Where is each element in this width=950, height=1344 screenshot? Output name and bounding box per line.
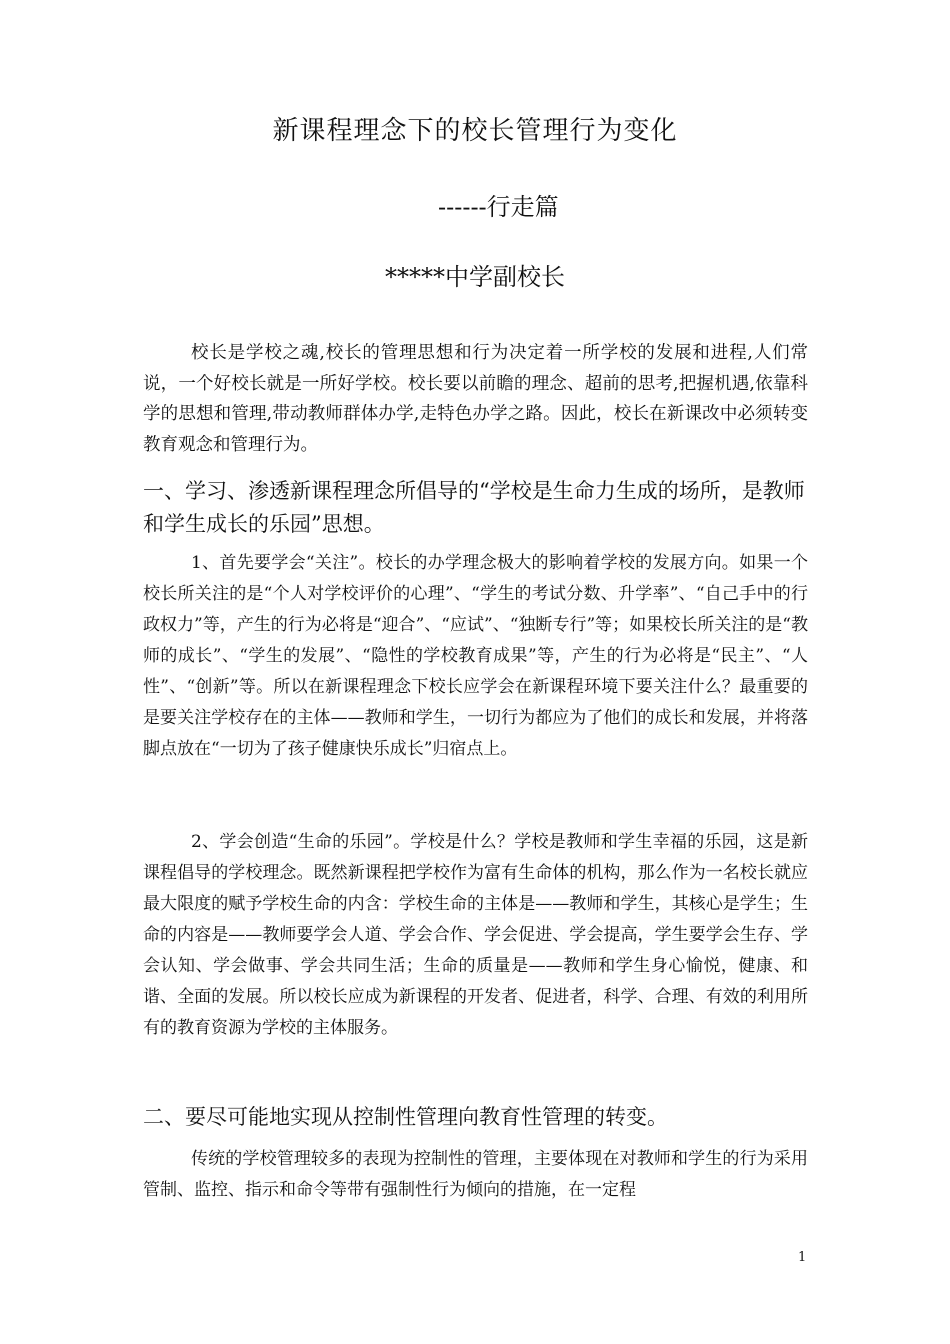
section-1-heading: 一、学习、渗透新课程理念所倡导的“学校是生命力生成的场所，是教师和学生成长的乐园”思想。 (143, 479, 805, 536)
intro-paragraph: 校长是学校之魂,校长的管理思想和行为决定着一所学校的发展和进程,人们常说，一个好校长就是一所好学校。校长要以前瞻的理念、超前的思考,把握机遇,依靠科学的思想和管理,带动教师群体办学,走特色办学之路。因此，校长在新课改中必须转变教育观念和管理行为。 (143, 343, 808, 455)
section-2-paragraph-1: 传统的学校管理较多的表现为控制性的管理，主要体现在对教师和学生的行为采用管制、监控、指示和命令等带有强制性行为倾向的措施，在一定程 (143, 1149, 808, 1200)
document-subtitle: ------行走篇 (438, 193, 559, 221)
section-2-heading: 二、要尽可能地实现从控制性管理向教育性管理的转变。 (143, 1105, 668, 1129)
section-1-paragraph-1: 1、首先要学会“关注”。校长的办学理念极大的影响着学校的发展方向。如果一个校长所关注的是“个人对学校评价的心理”、“学生的考试分数、升学率”、“自己手中的行政权力”等，产生的行为必将是“迎合”、“应试”、“独断专行”等；如果校长所关注的是“教师的成长”、“学生的发展”、“隐性的学校教育成果”等，产生的行为必将是“民主”、“人性”、“创新”等。所以在新课程理念下校长应学会在新课程环境下要关注什么？最重要的是要关注学校存在的主体——教师和学生，一切行为都应为了他们的成长和发展，并将落脚点放在“一切为了孩子健康快乐成长”归宿点上。 (143, 553, 808, 759)
document-author: *****中学副校长 (385, 263, 565, 291)
document-title: 新课程理念下的校长管理行为变化 (272, 116, 678, 146)
page-number: 1 (798, 1250, 807, 1265)
section-1-paragraph-2: 2、学会创造“生命的乐园”。学校是什么？学校是教师和学生幸福的乐园，这是新课程倡导的学校理念。既然新课程把学校作为富有生命体的机构，那么作为一名校长就应最大限度的赋予学校生命的内含：学校生命的主体是——教师和学生，其核心是学生；生命的内容是——教师要学会人道、学会合作、学会促进、学会提高，学生要学会生存、学会认知、学会做事、学会共同生活；生命的质量是——教师和学生身心愉悦，健康、和谐、全面的发展。所以校长应成为新课程的开发者、促进者，科学、合理、有效的利用所有的教育资源为学校的主体服务。 (143, 832, 808, 1038)
